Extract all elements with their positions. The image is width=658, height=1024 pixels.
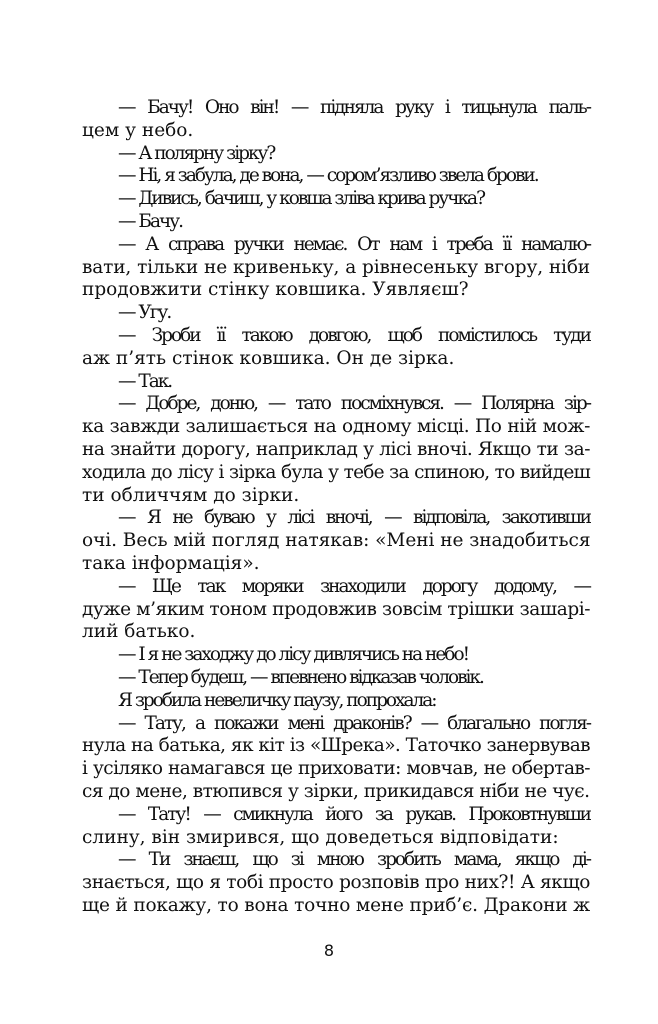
text-line: ходила до лісу і зірка була у тебе за спиною, то вийдеш	[82, 461, 590, 483]
text-line: — Так.	[118, 370, 172, 392]
text-line: — Я не буваю у лісі вночі, — відповіла, закотивши	[118, 507, 590, 529]
paragraph	[82, 507, 590, 575]
text-line: і усіляко намагався це приховати: мовчав, не обертав-	[82, 758, 590, 780]
text-line: ка завжди залишається на одному місці. По ній мож-	[82, 416, 590, 438]
text-line: — Ні, я забула, де вона, — сором’язливо звела брови.	[118, 165, 538, 187]
paragraph	[82, 644, 590, 667]
text-line: — Угу.	[118, 302, 171, 324]
paragraph	[82, 325, 590, 371]
page-body-text	[82, 97, 590, 918]
text-line: — Тепер будеш, — впевнено відказав чоловік.	[118, 666, 483, 688]
text-line: знається, що я тобі просто розповів про них?! А якщо	[82, 872, 590, 894]
paragraph	[82, 690, 590, 713]
text-line: продовжити стінку ковшика. Уявляєш?	[82, 279, 469, 301]
paragraph	[82, 576, 590, 644]
text-line: нула на батька, як кіт із «Шрека». Таточко занервував	[82, 735, 590, 757]
text-line: дуже м’яким тоном продовжив зовсім трішки зашарі-	[82, 598, 591, 620]
text-line: — І я не заходжу до лісу дивлячись на небо!	[118, 644, 469, 666]
text-line: цем у небо.	[82, 119, 194, 141]
paragraph	[82, 211, 590, 234]
paragraph	[82, 713, 590, 804]
paragraph	[82, 97, 590, 143]
text-line: — А справа ручки немає. От нам і треба її намалю-	[118, 233, 590, 255]
text-line: аж п’ять стінок ковшика. Он де зірка.	[82, 347, 455, 369]
paragraph	[82, 667, 590, 690]
paragraph	[82, 165, 590, 188]
text-line: — Ти знаєш, що зі мною зробить мама, якщо ді-	[118, 849, 590, 871]
text-line: — Тату, а покажи мені драконів? — благально погля-	[118, 712, 590, 734]
text-line: ся до мене, втюпився у зірки, прикидався ніби не чує.	[82, 780, 590, 802]
text-line: слину, він змирився, що доведеться відповідати:	[82, 826, 559, 848]
text-line: — Ще так моряки знаходили дорогу додому, —	[118, 575, 590, 597]
paragraph	[82, 804, 590, 850]
text-line: — Дивись, бачиш, у ковша зліва крива ручка?	[118, 188, 484, 210]
text-line: ти обличчям до зірки.	[82, 484, 300, 506]
text-line: очі. Весь мій погляд натякав: «Мені не знадобиться	[82, 530, 591, 552]
page-number: 8	[323, 941, 335, 960]
text-line: — Зроби її такою довгою, щоб помістилось туди	[118, 324, 590, 346]
paragraph	[82, 188, 590, 211]
text-line: — Добре, доню, — тато посміхнувся. — Полярна зір-	[118, 393, 590, 415]
text-line: на знайти дорогу, наприклад у лісі вночі. Якщо ти за-	[82, 438, 590, 460]
text-line: — Бачу! Оно він! — підняла руку і тицьнула паль-	[118, 97, 590, 118]
text-line: лий батько.	[82, 621, 196, 643]
text-line: — Тату! — смикнула його за рукав. Проковтнувши	[118, 803, 590, 825]
paragraph	[82, 302, 590, 325]
text-line: ще й покажу, то вона точно мене приб’є. Дракони ж	[82, 894, 590, 916]
text-line: — Бачу.	[118, 210, 183, 232]
text-line: вати, тільки не кривеньку, а рівнесеньку вгору, ніби	[82, 256, 590, 278]
paragraph	[82, 393, 590, 507]
paragraph	[82, 234, 590, 302]
text-line: Я зробила невеличку паузу, попрохала:	[118, 689, 436, 711]
paragraph	[82, 143, 590, 166]
text-line: така інформація».	[82, 552, 260, 574]
text-line: — А полярну зірку?	[118, 142, 275, 164]
paragraph	[82, 849, 590, 917]
paragraph	[82, 371, 590, 394]
